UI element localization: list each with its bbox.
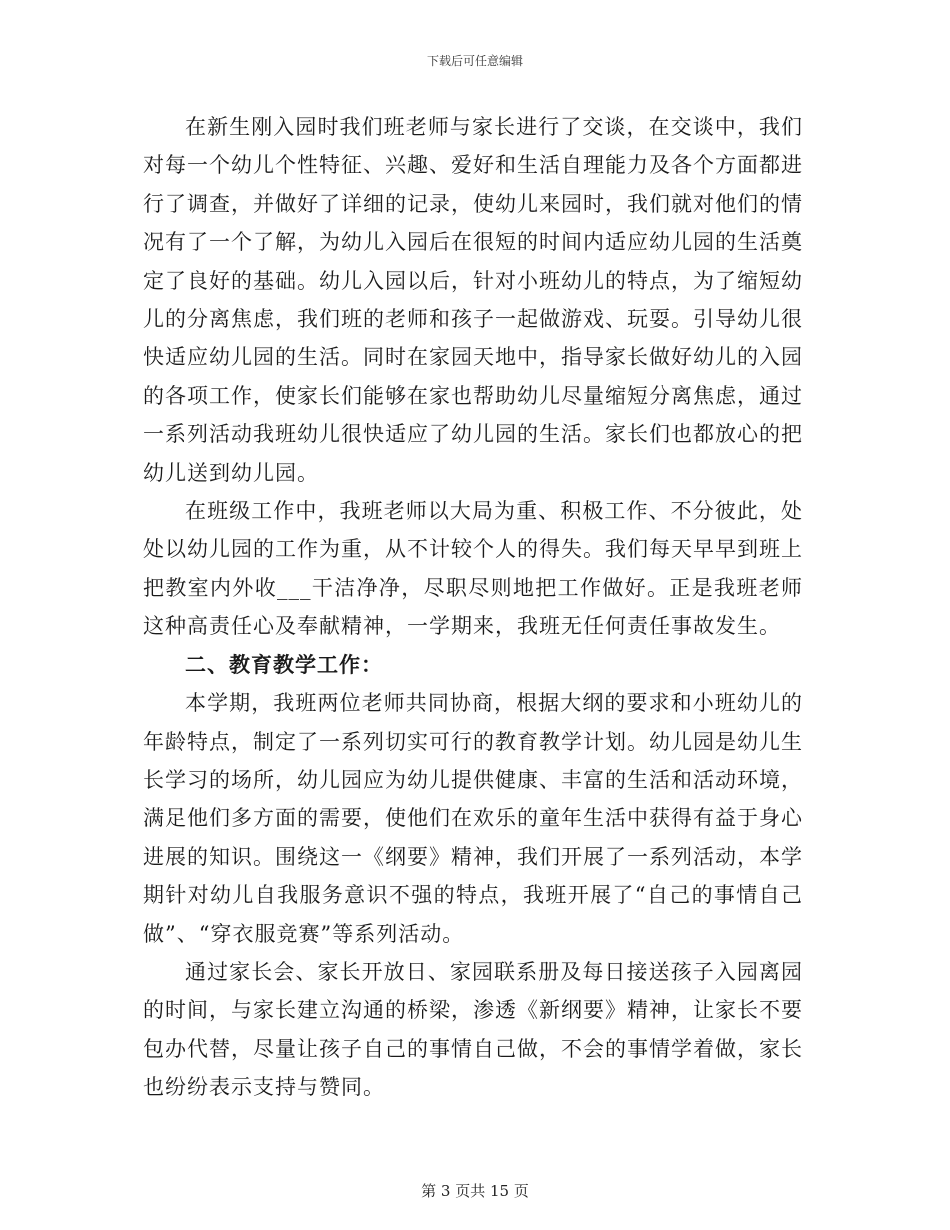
paragraph-new-student-adaptation: 在新生刚入园时我们班老师与家长进行了交谈，在交谈中，我们对每一个幼儿个性特征、兴趣、爱好和生活自理能力及各个方面都进行了调查，并做好了详细的记录，使幼儿来园时，我们就对他们的情况有了一个了解，为幼儿入园后在很短的时间内适应幼儿园的生活奠定了良好的基础。幼儿入园以后，针对小班幼儿的特点，为了缩短幼儿的分离焦虑，我们班的老师和孩子一起做游戏、玩耍。引导幼儿很快适应幼儿园的生活。同时在家园天地中，指导家长做好幼儿的入园的各项工作，使家长们能够在家也帮助幼儿尽量缩短分离焦虑，通过一系列活动我班幼儿很快适应了幼儿园的生活。家长们也都放心的把幼儿送到幼儿园。 (143, 115, 803, 485)
document-body (143, 108, 803, 1107)
paragraph-teaching-plan: 本学期，我班两位老师共同协商，根据大纲的要求和小班幼儿的年龄特点，制定了一系列切实可行的教育教学计划。幼儿园是幼儿生长学习的场所，幼儿园应为幼儿提供健康、丰富的生活和活动环境，满足他们多方面的需要，使他们在欢乐的童年生活中获得有益于身心进展的知识。围绕这一《纲要》精神，我们开展了一系列活动，本学期针对幼儿自我服务意识不强的特点，我班开展了“自己的事情自己做”、“穿衣服竞赛”等系列活动。 (143, 691, 803, 946)
paragraph-class-work: 在班级工作中，我班老师以大局为重、积极工作、不分彼此，处处以幼儿园的工作为重，从不计较个人的得失。我们每天早早到班上把教室内外收___干洁净净，尽职尽则地把工作做好。正是我班老师这种高责任心及奉献精神，一学期来，我班无任何责任事故发生。 (143, 499, 803, 639)
page-number-footer: 第 3 页共 15 页 (421, 1182, 529, 1200)
section-heading-education: 二、教育教学工作： (185, 651, 383, 677)
paragraph-parent-communication: 通过家长会、家长开放日、家园联系册及每日接送孩子入园离园的时间，与家长建立沟通的桥梁，渗透《新纲要》精神，让家长不要包办代替，尽量让孩子自己的事情自己做，不会的事情学着做，家长也纷纷表示支持与赞同。 (143, 959, 803, 1100)
page-header: 下载后可任意编辑 (426, 54, 523, 68)
